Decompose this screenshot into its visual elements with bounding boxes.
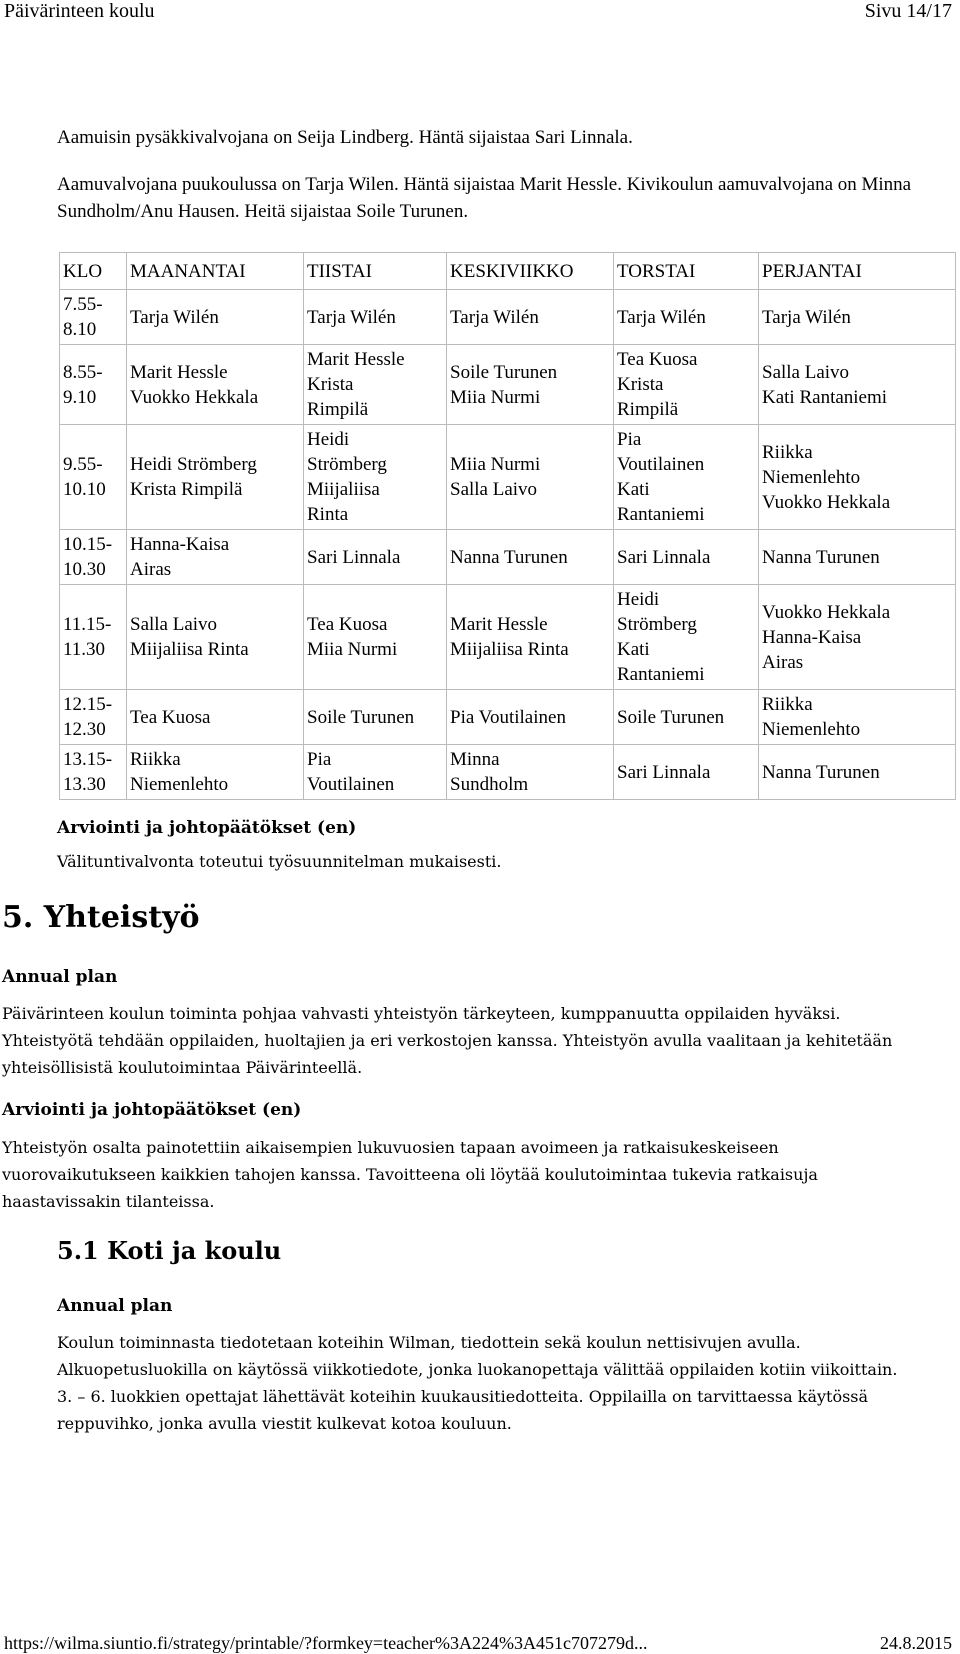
supervisor-cell: Pia Voutilainen xyxy=(447,690,614,745)
supervisor-cell: Riikka Niemenlehto xyxy=(127,745,304,800)
table-row xyxy=(60,745,956,800)
annual-plan-text: Koulun toiminnasta tiedotetaan koteihin Wilman, tiedottein sekä koulun nettisivujen avulla. Alkuopetusluokilla on käytössä viikkotiedote, jonka luokanopettaja välittää oppilaiden kotiin viikoittain. 3. – 6. luokkien opettajat lähettävät koteihin kuukausitiedotteita. Oppilailla on tarvittaessa käytössä reppuvihko, jonka avulla viestit kulkevat kotoa kouluun. xyxy=(57,1333,898,1433)
annual-plan-heading: Annual plan xyxy=(2,967,118,987)
supervisor-cell: Tea Kuosa xyxy=(127,690,304,745)
supervisor-cell: Soile Turunen Miia Nurmi xyxy=(447,345,614,425)
document-title: Päivärinteen koulu xyxy=(4,0,155,22)
time-cell: 10.15- 10.30 xyxy=(60,530,127,585)
supervisor-cell: Miia Nurmi Salla Laivo xyxy=(447,425,614,530)
supervisor-cell: Nanna Turunen xyxy=(759,530,956,585)
supervisor-cell: Pia Voutilainen xyxy=(304,745,447,800)
column-header-day: TORSTAI xyxy=(614,253,759,290)
supervisor-cell: Nanna Turunen xyxy=(759,745,956,800)
supervision-schedule-table xyxy=(59,252,956,800)
supervisor-cell: Tarja Wilén xyxy=(127,290,304,345)
supervisor-cell: Sari Linnala xyxy=(304,530,447,585)
table-header-row xyxy=(60,253,956,290)
time-cell: 9.55- 10.10 xyxy=(60,425,127,530)
evaluation-heading: Arviointi ja johtopäätökset (en) xyxy=(57,818,357,838)
supervisor-cell: Heidi Strömberg Krista Rimpilä xyxy=(127,425,304,530)
table-row xyxy=(60,290,956,345)
evaluation-heading: Arviointi ja johtopäätökset (en) xyxy=(2,1100,302,1120)
column-header-day: PERJANTAI xyxy=(759,253,956,290)
evaluation-text: Yhteistyön osalta painotettiin aikaisempien lukuvuosien tapaan avoimeen ja ratkaisukeskeiseen vuorovaikutukseen kaikkien tahojen kanssa. Tavoitteena oli löytää koulutoimintaa tukevia ratkaisuja haastavissakin tilanteissa. xyxy=(2,1138,818,1211)
time-cell: 13.15- 13.30 xyxy=(60,745,127,800)
supervisor-cell: Tea Kuosa Krista Rimpilä xyxy=(614,345,759,425)
intro-text xyxy=(57,124,937,245)
footer-date: 24.8.2015 xyxy=(880,1633,952,1653)
annual-plan-text: Päivärinteen koulun toiminta pohjaa vahvasti yhteistyön tärkeyteen, kumppanuutta oppilaiden hyväksi. Yhteistyötä tehdään oppilaiden, huoltajien ja eri verkostojen kanssa. Yhteistyön avulla vaalitaan ja kehitetään yhteisöllisistä koulutoimintaa Päivärinteellä. xyxy=(2,1004,893,1077)
supervisor-cell: Hanna-Kaisa Airas xyxy=(127,530,304,585)
supervisor-cell: Salla Laivo Kati Rantaniemi xyxy=(759,345,956,425)
supervisor-cell: Soile Turunen xyxy=(614,690,759,745)
annual-plan-heading: Annual plan xyxy=(57,1296,173,1316)
intro-paragraph: Aamuvalvojana puukoulussa on Tarja Wilen. Häntä sijaistaa Marit Hessle. Kivikoulun aamuvalvojana on Minna Sundholm/Anu Hausen. Heitä sijaistaa Soile Turunen. xyxy=(57,174,912,222)
page-header xyxy=(4,0,956,26)
table-row xyxy=(60,345,956,425)
supervisor-cell: Marit Hessle Miijaliisa Rinta xyxy=(447,585,614,690)
supervisor-cell: Heidi Strömberg Miijaliisa Rinta xyxy=(304,425,447,530)
supervisor-cell: Vuokko Hekkala Hanna-Kaisa Airas xyxy=(759,585,956,690)
supervisor-cell: Minna Sundholm xyxy=(447,745,614,800)
column-header-day: TIISTAI xyxy=(304,253,447,290)
supervisor-cell: Heidi Strömberg Kati Rantaniemi xyxy=(614,585,759,690)
supervisor-cell: Soile Turunen xyxy=(304,690,447,745)
section-5-title: 5. Yhteistyö xyxy=(2,900,200,935)
time-cell: 12.15- 12.30 xyxy=(60,690,127,745)
column-header-day: KESKIVIIKKO xyxy=(447,253,614,290)
supervisor-cell: Tarja Wilén xyxy=(304,290,447,345)
supervisor-cell: Riikka Niemenlehto xyxy=(759,690,956,745)
supervisor-cell: Nanna Turunen xyxy=(447,530,614,585)
column-header-day: MAANANTAI xyxy=(127,253,304,290)
time-cell: 11.15- 11.30 xyxy=(60,585,127,690)
table-row xyxy=(60,530,956,585)
supervisor-cell: Tarja Wilén xyxy=(759,290,956,345)
supervisor-cell: Riikka Niemenlehto Vuokko Hekkala xyxy=(759,425,956,530)
supervisor-cell: Marit Hessle Krista Rimpilä xyxy=(304,345,447,425)
table-row xyxy=(60,585,956,690)
time-cell: 8.55- 9.10 xyxy=(60,345,127,425)
table-row xyxy=(60,425,956,530)
time-cell: 7.55- 8.10 xyxy=(60,290,127,345)
section-5-1-title: 5.1 Koti ja koulu xyxy=(57,1236,282,1265)
evaluation-text: Välituntivalvonta toteutui työsuunnitelman mukaisesti. xyxy=(57,852,502,871)
page-number: Sivu 14/17 xyxy=(864,0,952,22)
table-row xyxy=(60,690,956,745)
supervisor-cell: Tarja Wilén xyxy=(447,290,614,345)
supervisor-cell: Tea Kuosa Miia Nurmi xyxy=(304,585,447,690)
supervisor-cell: Tarja Wilén xyxy=(614,290,759,345)
supervisor-cell: Pia Voutilainen Kati Rantaniemi xyxy=(614,425,759,530)
footer-url: https://wilma.siuntio.fi/strategy/printable/?formkey=teacher%3A224%3A451c707279d... xyxy=(4,1633,648,1653)
column-header-time: KLO xyxy=(60,253,127,290)
page-footer xyxy=(4,1630,952,1654)
supervisor-cell: Marit Hessle Vuokko Hekkala xyxy=(127,345,304,425)
intro-paragraph: Aamuisin pysäkkivalvojana on Seija Lindberg. Häntä sijaistaa Sari Linnala. xyxy=(57,127,633,148)
supervisor-cell: Sari Linnala xyxy=(614,745,759,800)
supervisor-cell: Sari Linnala xyxy=(614,530,759,585)
supervisor-cell: Salla Laivo Miijaliisa Rinta xyxy=(127,585,304,690)
